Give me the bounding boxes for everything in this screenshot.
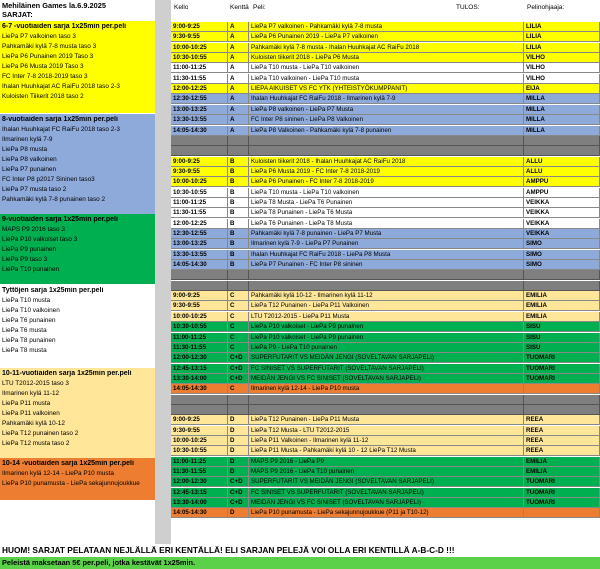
series-title: 10-14 -vuotiaiden sarja 1x25min per.peli (2, 460, 134, 467)
table-row (171, 312, 600, 322)
time-cell[interactable]: 13:30-14:00 (171, 498, 228, 508)
table-row (171, 364, 600, 374)
game-cell[interactable]: LiePa T10 musta - LiePa T10 valkoinen (249, 63, 524, 73)
table-row (171, 198, 600, 208)
time-cell[interactable]: 13:30-13:55 (171, 115, 228, 125)
team-name: LiePa P9 punainen (2, 246, 57, 253)
referee-cell[interactable] (524, 508, 600, 518)
separator-cell (171, 281, 228, 291)
table-row (171, 457, 600, 467)
team-name: LiePa P10 valkoiset taso 3 (2, 236, 78, 243)
team-name: Ilmarinen kylä 7-9 (2, 136, 53, 143)
separator-cell (249, 136, 524, 146)
table-row (171, 157, 600, 167)
time-cell[interactable]: 12:00-12:25 (171, 219, 228, 229)
time-cell[interactable]: 12:45-13:15 (171, 364, 228, 374)
separator-row (171, 281, 600, 291)
separator-row (171, 405, 600, 415)
separator-cell (524, 405, 600, 415)
time-cell[interactable]: 11:30-11:55 (171, 208, 228, 218)
referee-cell[interactable]: SIMO (524, 260, 600, 270)
referee-cell[interactable]: ALLU (524, 167, 600, 177)
table-row (171, 239, 600, 249)
series-title: 10-11-vuotiaiden sarja 1x25min per.peli (2, 370, 132, 377)
time-cell[interactable]: 9:00-9:25 (171, 22, 228, 32)
time-cell[interactable]: 11:30-11:55 (171, 467, 228, 477)
series-group (0, 458, 155, 500)
referee-cell[interactable]: LILIA (524, 32, 600, 42)
game-cell[interactable]: LiePa T8 Punainen - LiePa T6 Musta (249, 208, 524, 218)
referee-cell[interactable]: MILLA (524, 105, 600, 115)
game-cell[interactable]: LiePa P11 Valkoinen - Ilmarinen kylä 11-12 (249, 436, 524, 446)
time-cell[interactable]: 11:00-11:25 (171, 63, 228, 73)
game-cell[interactable]: LiePa P6 Punainen 2019 - LiePa P7 valkoinen (249, 32, 524, 42)
game-cell[interactable]: LiePa T12 Musta - LTU T2012-2015 (249, 426, 524, 436)
table-row (171, 374, 600, 384)
time-cell[interactable]: 11:00-11:25 (171, 198, 228, 208)
separator-cell (228, 136, 249, 146)
game-cell[interactable]: FC Inter P8 sininen - LiePa P8 Valkoinen (249, 115, 524, 125)
team-name: LiePa P11 valkoinen (2, 410, 60, 417)
time-cell[interactable]: 9:30-9:55 (171, 301, 228, 311)
table-row (171, 94, 600, 104)
team-name: FC Inter 7-8 2018-2019 taso 3 (2, 73, 88, 80)
time-cell[interactable]: 10:00-10:25 (171, 43, 228, 53)
referee-cell[interactable]: EMILIA (524, 291, 600, 301)
team-name: LiePa T6 punainen (2, 317, 56, 324)
field-cell[interactable]: C+D (228, 374, 249, 384)
team-name: Ihalan Huuhkajat AC RaiFu 2018 taso 2-3 (2, 83, 120, 90)
referee-cell[interactable]: REEA (524, 436, 600, 446)
table-row (171, 43, 600, 53)
game-cell[interactable]: LiePa T6 Punainen - LiePa T8 Musta (249, 219, 524, 229)
time-cell[interactable]: 10:30-10:55 (171, 322, 228, 332)
table-row (171, 53, 600, 63)
field-cell[interactable]: D (228, 467, 249, 477)
time-cell[interactable]: 13:30-13:55 (171, 250, 228, 260)
game-cell[interactable]: Ihalan Huuhkajat FC RaiFu 2018 - Ilmarinen kylä 7-9 (249, 94, 524, 104)
time-cell[interactable]: 12:00-12:30 (171, 353, 228, 363)
table-row (171, 188, 600, 198)
separator-cell (249, 270, 524, 280)
game-cell[interactable]: FC SINISET VS SUPERFUTARIT (SOVELTAVAN SARJAPELI) (249, 488, 524, 498)
team-name: LTU T2012-2015 taso 3 (2, 380, 69, 387)
table-row (171, 446, 600, 456)
time-cell[interactable]: 13:30-14:00 (171, 374, 228, 384)
time-cell[interactable]: 9:30-9:55 (171, 167, 228, 177)
separator-cell (228, 146, 249, 156)
field-cell[interactable]: C (228, 322, 249, 332)
table-row (171, 177, 600, 187)
table-row (171, 488, 600, 498)
time-cell[interactable]: 12:00-12:30 (171, 477, 228, 487)
separator-row (171, 395, 600, 405)
time-cell[interactable]: 12:00-12:25 (171, 84, 228, 94)
separator-cell (249, 146, 524, 156)
field-cell[interactable]: B (228, 167, 249, 177)
separator-cell (249, 405, 524, 415)
separator-cell (524, 281, 600, 291)
field-note: HUOM! SARJAT PELATAAN NEJLÄLLÄ ERI KENTÄLLÄ! ELI SARJAN PELEJÄ VOI OLLA ERI KENTILLÄ A-B-C-D !!! (0, 544, 600, 557)
field-cell[interactable]: A (228, 63, 249, 73)
game-cell[interactable]: LiePa T10 musta - LiePa T10 valkoinen (249, 188, 524, 198)
separator-row (171, 146, 600, 156)
series-group (0, 285, 155, 368)
referee-cell[interactable]: VILHO (524, 63, 600, 73)
field-cell[interactable]: C (228, 384, 249, 394)
team-name: LiePa T8 punainen (2, 337, 56, 344)
time-cell[interactable]: 14:05-14:30 (171, 260, 228, 270)
referee-cell[interactable]: ALLU (524, 157, 600, 167)
referee-cell[interactable]: REEA (524, 426, 600, 436)
time-cell[interactable]: 10:00-10:25 (171, 312, 228, 322)
team-name: LiePa T12 punainen taso 2 (2, 430, 79, 437)
separator-cell (228, 395, 249, 405)
time-cell[interactable]: 13:00-13:25 (171, 239, 228, 249)
field-cell[interactable]: A (228, 53, 249, 63)
time-cell[interactable]: 11:30-11:55 (171, 343, 228, 353)
field-cell[interactable]: D (228, 436, 249, 446)
table-row (171, 353, 600, 363)
fee-note: Peleistä maksetaan 5€ per.peli, jotka kestävät 1x25min. (0, 557, 600, 569)
team-name: FC Inter P8 p2017 Sininen taso3 (2, 176, 95, 183)
sheet-subtitle: SARJAT: (2, 10, 33, 19)
field-cell[interactable]: A (228, 126, 249, 136)
table-row (171, 508, 600, 518)
time-cell[interactable]: 11:00-11:25 (171, 333, 228, 343)
game-cell[interactable]: Kuloisten tiikerit 2018 - LiePa P6 Musta (249, 53, 524, 63)
referee-cell[interactable]: LILIA (524, 22, 600, 32)
field-cell[interactable]: B (228, 188, 249, 198)
series-group (0, 114, 155, 214)
team-name: LiePa P8 musta (2, 146, 48, 153)
game-cell[interactable]: SUPERFUTARIT VS MEIDÄN JENGI (SOVELTAVAN SARJAPELI) (249, 353, 524, 363)
referee-cell[interactable]: REEA (524, 446, 600, 456)
team-name: MAPS P9 2016 taso 3 (2, 226, 65, 233)
referee-cell[interactable]: EIJA (524, 84, 600, 94)
referee-cell[interactable]: REEA (524, 415, 600, 425)
field-cell[interactable]: B (228, 229, 249, 239)
field-cell[interactable]: D (228, 457, 249, 467)
referee-cell[interactable]: VEIKKA (524, 229, 600, 239)
game-cell[interactable]: LiePa T12 Punainen - LiePa P11 Musta (249, 415, 524, 425)
team-name: Pahkamäki kylä 7-8 musta taso 3 (2, 43, 97, 50)
time-cell[interactable]: 12:30-12:55 (171, 229, 228, 239)
separator-row (171, 136, 600, 146)
field-cell[interactable]: B (228, 239, 249, 249)
referee-cell[interactable]: VILHO (524, 74, 600, 84)
series-group (0, 368, 155, 458)
game-cell[interactable]: LiePa P10 punamusta - LiePa sekajunnujoukkue (P11 ja T10-12) (249, 508, 524, 518)
table-row (171, 477, 600, 487)
team-name: Kuloisten Tiikerit 2018 taso 2 (2, 93, 84, 100)
header-tulos: TULOS: (456, 4, 480, 11)
separator-cell (249, 395, 524, 405)
field-cell[interactable]: D (228, 446, 249, 456)
field-cell[interactable]: D (228, 426, 249, 436)
game-cell[interactable]: LiePa P9 - LiePa T10 punainen (249, 343, 524, 353)
table-row (171, 301, 600, 311)
game-cell[interactable]: MEIDÄN JENGI VS FC SINISET (SOVELTAVAN SARJAPELI) (249, 498, 524, 508)
game-cell[interactable]: Ilmarinen kylä 12-14 - LiePa P10 musta (249, 384, 524, 394)
referee-cell[interactable]: SISU (524, 333, 600, 343)
team-name: LiePa T10 valkoinen (2, 307, 60, 314)
team-name: LiePa P8 valkoinen (2, 156, 57, 163)
game-cell[interactable]: LiePa P7 valkoinen - Pahkamäki kylä 7-8 musta (249, 22, 524, 32)
team-name: LiePa T6 musta (2, 327, 47, 334)
field-cell[interactable]: A (228, 22, 249, 32)
game-cell[interactable]: LiePa P6 Punainen - FC Inter 7-8 2018-2019 (249, 177, 524, 187)
referee-cell[interactable]: MILLA (524, 94, 600, 104)
team-name: LiePa T10 punainen (2, 266, 60, 273)
field-cell[interactable]: A (228, 94, 249, 104)
referee-cell[interactable]: EMILIA (524, 301, 600, 311)
team-name: LiePa P10 punamusta - LiePa sekajunnujoukkue (2, 480, 140, 487)
field-cell[interactable]: C+D (228, 498, 249, 508)
game-cell[interactable]: Ilmarinen kylä 7-9 - LiePa P7 Punainen (249, 239, 524, 249)
table-row (171, 436, 600, 446)
game-cell[interactable]: LiePa P6 Musta 2019 - FC Inter 7-8 2018-2019 (249, 167, 524, 177)
team-name: Pahkamäki kylä 7-8 punainen taso 2 (2, 196, 106, 203)
game-cell[interactable]: LiePa P10 valkoiset - LiePa P9 punainen (249, 322, 524, 332)
separator-cell (228, 281, 249, 291)
field-cell[interactable]: C+D (228, 488, 249, 498)
header-pelinohjaaja: Pelinohjaaja: (527, 4, 565, 11)
field-cell[interactable]: B (228, 157, 249, 167)
field-cell[interactable]: A (228, 115, 249, 125)
field-cell[interactable]: C (228, 312, 249, 322)
table-row (171, 84, 600, 94)
table-row (171, 426, 600, 436)
table-row (171, 384, 600, 394)
field-cell[interactable]: C (228, 291, 249, 301)
referee-cell[interactable]: TUOMARI (524, 353, 600, 363)
referee-cell[interactable]: TUOMARI (524, 374, 600, 384)
referee-cell[interactable]: LILIA (524, 43, 600, 53)
table-row (171, 415, 600, 425)
team-name: Pahkamäki kylä 10-12 (2, 420, 65, 427)
referee-cell[interactable]: MILLA (524, 126, 600, 136)
game-cell[interactable]: LIEPA AIKUISET VS FC YTK (YHTEISTYÖKUMPPANIT) (249, 84, 524, 94)
game-cell[interactable]: MAPS P9 2016 - LiePa T10 punainen (249, 467, 524, 477)
field-cell[interactable]: A (228, 105, 249, 115)
game-cell[interactable]: LiePa P10 valkoiset - LiePa P9 punainen (249, 333, 524, 343)
team-name: LiePa P7 musta taso 2 (2, 186, 67, 193)
field-cell[interactable]: B (228, 219, 249, 229)
game-cell[interactable]: Pahkamäki kylä 10-12 - Ilmarinen kylä 11-12 (249, 291, 524, 301)
time-cell[interactable]: 12:30-12:55 (171, 94, 228, 104)
time-cell[interactable]: 9:00-9:25 (171, 157, 228, 167)
field-cell[interactable]: B (228, 177, 249, 187)
series-title: 6-7 -vuotiaiden sarja 1x25min per.peli (2, 23, 127, 30)
table-row (171, 467, 600, 477)
separator-cell (524, 146, 600, 156)
referee-cell[interactable]: SISU (524, 322, 600, 332)
game-cell[interactable]: LiePa T10 valkoinen - LiePa T10 musta (249, 74, 524, 84)
team-name: LiePa P9 taso 3 (2, 256, 48, 263)
referee-cell[interactable]: SIMO (524, 250, 600, 260)
referee-cell[interactable]: TUOMARI (524, 488, 600, 498)
header-peli: Peli: (253, 4, 266, 11)
time-cell[interactable]: 11:30-11:55 (171, 74, 228, 84)
game-cell[interactable]: LiePa T12 Punainen - LiePa P11 Valkoinen (249, 301, 524, 311)
field-cell[interactable]: C (228, 333, 249, 343)
separator-cell (249, 281, 524, 291)
field-cell[interactable]: A (228, 43, 249, 53)
team-name: LiePa P6 Punainen 2019 Taso 3 (2, 53, 94, 60)
table-row (171, 22, 600, 32)
referee-cell[interactable]: TUOMARI (524, 498, 600, 508)
separator-cell (171, 405, 228, 415)
time-cell[interactable]: 14:05-14:30 (171, 384, 228, 394)
table-row (171, 115, 600, 125)
game-cell[interactable]: SUPERFUTARIT VS MEIDÄN JENGI (SOVELTAVAN SARJAPELI) (249, 477, 524, 487)
field-cell[interactable]: A (228, 84, 249, 94)
table-row (171, 333, 600, 343)
time-cell[interactable]: 10:30-10:55 (171, 53, 228, 63)
referee-cell[interactable]: EMILIA (524, 312, 600, 322)
time-cell[interactable]: 10:30-10:55 (171, 446, 228, 456)
header-kello: Kello (174, 4, 189, 11)
team-name: LiePa P7 valkoinen taso 3 (2, 33, 76, 40)
referee-cell[interactable]: EMILIA (524, 467, 600, 477)
table-row (171, 126, 600, 136)
field-cell[interactable]: B (228, 250, 249, 260)
table-row (171, 219, 600, 229)
sheet-title: Mehiläinen Games la.6.9.2025 (2, 1, 106, 10)
table-row (171, 105, 600, 115)
time-cell[interactable]: 10:00-10:25 (171, 177, 228, 187)
table-row (171, 229, 600, 239)
field-cell[interactable]: D (228, 415, 249, 425)
game-cell[interactable]: MEIDÄN JENGI VS FC SINISET (SOVELTAVAN SARJAPELI) (249, 374, 524, 384)
time-cell[interactable]: 13:00-13:25 (171, 105, 228, 115)
table-row (171, 260, 600, 270)
referee-cell[interactable]: MILLA (524, 115, 600, 125)
team-name: LiePa P6 Musta 2019 Taso 3 (2, 63, 84, 70)
table-row (171, 74, 600, 84)
referee-cell[interactable]: VILHO (524, 53, 600, 63)
separator-cell (171, 146, 228, 156)
table-row (171, 291, 600, 301)
series-title: 9-vuotiaiden sarja 1x25min per.peli (2, 216, 118, 223)
time-cell[interactable]: 14:05-14:30 (171, 126, 228, 136)
separator-cell (228, 270, 249, 280)
separator-cell (171, 395, 228, 405)
time-cell[interactable]: 9:00-9:25 (171, 415, 228, 425)
table-row (171, 208, 600, 218)
referee-cell[interactable]: SISU (524, 343, 600, 353)
game-cell[interactable]: Pahkamäki kylä 7-8 punainen - LiePa P7 Musta (249, 229, 524, 239)
field-cell[interactable]: C+D (228, 477, 249, 487)
header-kentta: Kenttä (230, 4, 249, 11)
separator-cell (171, 270, 228, 280)
team-name: LiePa T10 musta (2, 297, 51, 304)
gray-column-strip (155, 0, 171, 545)
time-cell[interactable]: 9:00-9:25 (171, 291, 228, 301)
game-cell[interactable]: LTU T2012-2015 - LiePa P11 Musta (249, 312, 524, 322)
game-cell[interactable]: LiePa P11 Musta - Pahkamäki kylä 10 - 12 LiePa T12 Musta (249, 446, 524, 456)
team-name: LiePa P11 musta (2, 400, 51, 407)
series-group (0, 21, 155, 113)
series-group (0, 214, 155, 284)
table-row (171, 343, 600, 353)
game-cell[interactable]: FC SINISET VS SUPERFUTARIT (SOVELTAVAN SARJAPELI) (249, 364, 524, 374)
time-cell[interactable]: 10:00-10:25 (171, 436, 228, 446)
game-cell[interactable]: LiePa P7 Punainen - FC Inter P8 sininen (249, 260, 524, 270)
separator-cell (171, 136, 228, 146)
team-name: Ilmarinen kylä 11-12 (2, 390, 60, 397)
field-cell[interactable]: B (228, 198, 249, 208)
series-title: Tyttöjen sarja 1x25min per.peli (2, 287, 104, 294)
referee-cell[interactable]: EMILIA (524, 457, 600, 467)
separator-cell (228, 405, 249, 415)
game-cell[interactable]: LiePa T8 Musta - LiePa T6 Punainen (249, 198, 524, 208)
time-cell[interactable]: 9:30-9:55 (171, 32, 228, 42)
separator-cell (524, 136, 600, 146)
game-cell[interactable]: Ihalan Huuhkajat FC RaiFu 2018 - LiePa P8 Musta (249, 250, 524, 260)
table-row (171, 322, 600, 332)
time-cell[interactable]: 14:05-14:30 (171, 508, 228, 518)
game-cell[interactable]: MAPS P9 2016 - LiePa P9 (249, 457, 524, 467)
field-cell[interactable]: C+D (228, 364, 249, 374)
team-name: Ihalan Huuhkajat FC RaiFu 2018 taso 2-3 (2, 126, 120, 133)
field-cell[interactable]: C (228, 301, 249, 311)
table-row (171, 32, 600, 42)
referee-cell[interactable]: SIMO (524, 239, 600, 249)
time-cell[interactable]: 12:45-13:15 (171, 488, 228, 498)
time-cell[interactable]: 9:30-9:55 (171, 426, 228, 436)
referee-cell[interactable]: AMPPU (524, 177, 600, 187)
separator-cell (524, 395, 600, 405)
table-row (171, 167, 600, 177)
team-name: LiePa T12 musta taso 2 (2, 440, 70, 447)
field-cell[interactable]: B (228, 208, 249, 218)
referee-cell[interactable]: TUOMARI (524, 364, 600, 374)
team-name: LiePa T8 musta (2, 347, 47, 354)
referee-cell[interactable]: VEIKKA (524, 198, 600, 208)
time-cell[interactable]: 10:30-10:55 (171, 188, 228, 198)
team-name: LiePa P7 punainen (2, 166, 57, 173)
referee-cell[interactable]: VEIKKA (524, 219, 600, 229)
game-cell[interactable]: Pahkamäki kylä 7-8 musta - Ihalan Huuhkajat AC RaiFu 2018 (249, 43, 524, 53)
field-cell[interactable]: D (228, 508, 249, 518)
referee-cell[interactable]: VEIKKA (524, 208, 600, 218)
team-name: Ilmarinen kylä 12-14 - LiePa P10 musta (2, 470, 114, 477)
field-cell[interactable]: C+D (228, 353, 249, 363)
game-cell[interactable]: Kuloisten tiikerit 2018 - Ihalan Huuhkajat AC RaiFu 2018 (249, 157, 524, 167)
table-row (171, 498, 600, 508)
referee-cell[interactable]: AMPPU (524, 188, 600, 198)
referee-cell[interactable]: TUOMARI (524, 477, 600, 487)
field-cell[interactable]: C (228, 343, 249, 353)
separator-row (171, 270, 600, 280)
time-cell[interactable]: 11:00-11:25 (171, 457, 228, 467)
separator-cell (524, 270, 600, 280)
game-cell[interactable]: LiePa P8 valkoinen - LiePa P7 Musta (249, 105, 524, 115)
game-cell[interactable]: LiePa P8 Valkoinen - Pahkamäki kylä 7-8 punainen (249, 126, 524, 136)
series-title: 8-vuotiaiden sarja 1x25min per.peli (2, 116, 118, 123)
field-cell[interactable]: B (228, 260, 249, 270)
referee-cell[interactable] (524, 384, 600, 394)
table-row (171, 63, 600, 73)
table-row (171, 250, 600, 260)
field-cell[interactable]: A (228, 32, 249, 42)
field-cell[interactable]: A (228, 74, 249, 84)
